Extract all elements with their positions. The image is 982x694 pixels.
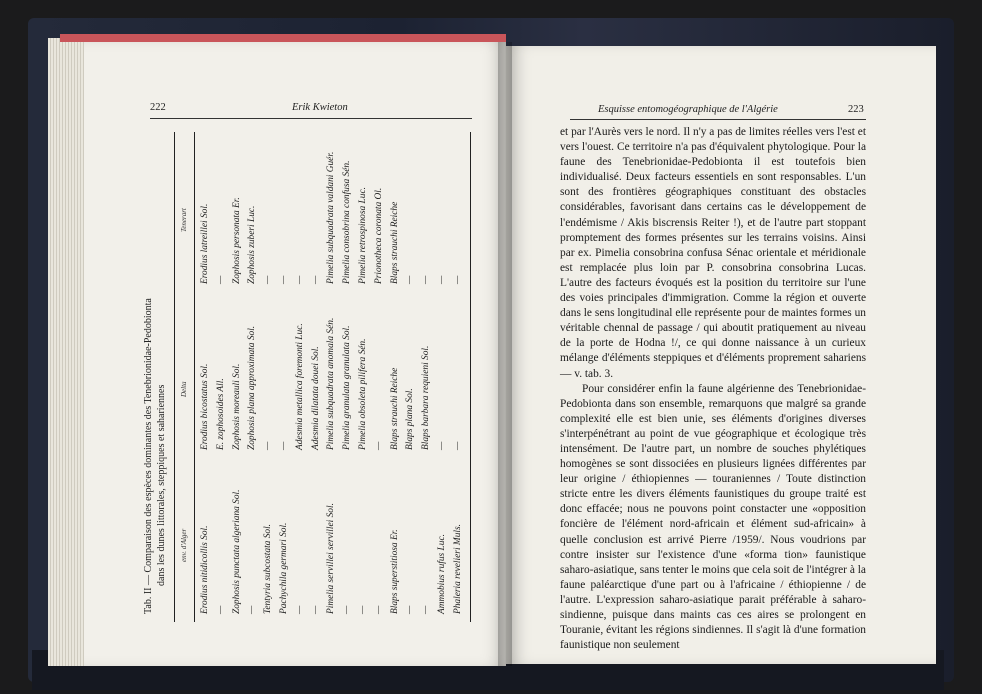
right-running-head: Esquisse entomogéographique de l'Algérie bbox=[598, 104, 778, 115]
table-cell: Adesmia dilatata douei Sol. bbox=[310, 346, 321, 450]
right-page-body bbox=[560, 125, 866, 653]
table-rule-mid bbox=[194, 132, 195, 622]
table-cell: — bbox=[452, 275, 463, 284]
table-cell: — bbox=[279, 275, 289, 284]
table-cell: Pimelia consobrina confusa Sén. bbox=[342, 160, 353, 284]
table-cell: — bbox=[405, 605, 416, 614]
page-edges bbox=[48, 38, 88, 666]
paragraph-1: et par l'Aurès vers le nord. Il n'y a pas de limites réelles vers l'est et vers l'ouest. Ce territoire n'a pas d'équivalent phytologique. Pour la faune des Tenebrionidae-Pedobionta il est toutefois bien individualisé. Deux facteurs essentiels en sont responsables. L'un sont des frontières géographiques constituant des obstacles considérables, favorisant dans certains cas le développement de l'endémisme / Akis biscrensis Reiter !), et de l'autre part stoppant promptement des formes présentes sur les terrains voisins. Ainsi par ex. Pimelia consobrina confusa Sénac orientale et méridionale est remplacée plus loin par P. consobrina consobrina Lucas. L'autre des facteurs évoqués est la position du territoire sur l'une des voies principales d'immigration. Comme la région et ouverte dans le sens longitudinal elle représente pour de maintes formes un véritable chennal de passage / qui aboutit pratiquement au niveau de la porte de Hodna !/, ce qui donne naissance à un curieux mélange d'éléments steppiques et d'éléments proprement sahariens — v. tab. 3. bbox=[560, 126, 867, 380]
table-cell: — bbox=[421, 275, 432, 284]
table-cell: Zophosis zuberi Luc. bbox=[247, 205, 258, 284]
table-cell: Erodius latreillei Sol. bbox=[200, 203, 210, 284]
table-cell: Pimelia subquadrata anomala Sén. bbox=[326, 317, 337, 450]
table-cell: — bbox=[310, 605, 321, 614]
table-cell: Pimelia retrospinosa Luc. bbox=[358, 187, 368, 284]
page-edge-top bbox=[60, 34, 506, 42]
column-head-delta: Delta bbox=[180, 381, 188, 397]
table-cell: — bbox=[342, 605, 353, 614]
table-cell: — bbox=[263, 275, 274, 284]
table-cell: E. zophosoides All. bbox=[215, 378, 226, 450]
table-caption bbox=[142, 134, 168, 614]
table-cell: — bbox=[310, 275, 321, 284]
table-cell: Zophosis plana approximata Sol. bbox=[247, 325, 258, 450]
table-cell: — bbox=[421, 605, 432, 614]
table-cell: Pachychila germari Sol. bbox=[279, 522, 289, 614]
table-cell: Zophosis personata Er. bbox=[231, 197, 242, 284]
table-cell: Blaps plana Sol. bbox=[405, 388, 416, 450]
left-running-head: Erik Kwieton bbox=[292, 102, 348, 113]
table-cell: — bbox=[263, 441, 274, 450]
table-cell: Prionotheca coronata Ol. bbox=[373, 187, 384, 284]
table-cell: Pimelia granulata granulata Sol. bbox=[342, 325, 353, 450]
table-rule-top bbox=[174, 132, 175, 622]
table-cell: — bbox=[373, 441, 384, 450]
table-cell: — bbox=[437, 441, 447, 450]
table-cell: — bbox=[294, 275, 305, 284]
species-table bbox=[142, 132, 472, 622]
table-cell: — bbox=[358, 605, 368, 614]
table-cell: Pimelia servillei servillei Sol. bbox=[326, 503, 337, 614]
table-cell: — bbox=[215, 605, 226, 614]
table-cell: — bbox=[215, 275, 226, 284]
table-cell: Blaps barbara requieni Sol. bbox=[421, 345, 432, 450]
table-cell: — bbox=[294, 605, 305, 614]
table-cell: — bbox=[405, 275, 416, 284]
table-cell: Zophosis punctata algeriana Sol. bbox=[231, 489, 242, 614]
table-cell: Tentyria subcostata Sol. bbox=[263, 523, 274, 614]
right-page-number: 223 bbox=[848, 104, 864, 115]
table-rule-bottom bbox=[470, 132, 471, 622]
caption-line-1: Tab. II — Comparaison des espèces dominantes des Tenebrionidae-Pedobionta bbox=[143, 298, 154, 614]
table-cell: Adesmia metallica foremonti Luc. bbox=[294, 323, 305, 450]
table-cell: Erodius bicostatus Sol. bbox=[200, 363, 210, 450]
caption-line-2: dans les dunes littorales, steppiques et sahariennes bbox=[156, 384, 167, 586]
table-cell: Blaps superstitiosa Er. bbox=[389, 529, 400, 614]
paragraph-2: Pour considérer enfin la faune algérienne des Tenebrionidae-Pedobionta dans son ensemble, remarquons que malgré sa grande complexité elle est bien unie, ses éléments d'origines diverses s'interpénétrant au point de vue géographique et écologique très intensément. De l'autre part, un nombre de souches phylétiques homogènes se sont dissociées en plusieurs lignées différentes par leur origine / éthiopiennes — touraniennes / Toute distinction stricte entre les divers éléments faunistiques du groupe traité est donc effacée; nous ne pouvons point constacter une «opposition foncière de l'élément nord-africain et élément sud-africain» à quelle conclusion est arrivé Pierre /1959/. Nous voudrions par contre insister sur l'existence d'une «forma tion» faunistique saharo-asiatique, sans tenter le moins que cela soit de l'intégrer à la faune paléarctique d'une part ou à l'africaine / éthiopienne / de l'autre. L'expression saharo-asiatique parait préférable à saharo-sindienne, puisque dans maints cas ces aires se prolongent en Touranie, évitant les régions sindiennes. Il s'agit là d'une formation faunistique non seulement bbox=[560, 382, 866, 652]
left-page-number: 222 bbox=[150, 102, 166, 113]
table-cell: Blaps strauchi Reiche bbox=[389, 201, 400, 284]
table-cell: Phaleria revelieri Muls. bbox=[452, 524, 463, 614]
species-table-rotated bbox=[142, 132, 472, 622]
table-cell: — bbox=[373, 605, 384, 614]
book-gutter bbox=[498, 42, 512, 666]
table-cell: — bbox=[247, 605, 258, 614]
right-header-rule bbox=[570, 119, 866, 120]
table-cell: Pimelia subquadrata valdani Guér. bbox=[326, 151, 337, 284]
table-cell: Zophosis moreauli Sol. bbox=[231, 363, 242, 450]
left-header-rule bbox=[150, 118, 472, 119]
table-cell: Blaps strauchi Reiche bbox=[389, 367, 400, 450]
column-head-alger: env. d'Alger bbox=[180, 528, 188, 562]
column-head-tenerart: Tenerart bbox=[180, 208, 188, 232]
table-cell: Pimelia obsoleta pilifera Sén. bbox=[358, 338, 368, 450]
table-cell: — bbox=[452, 441, 463, 450]
table-cell: Erodius nitidicollis Sol. bbox=[200, 525, 210, 614]
table-cell: Ammobius rufus Luc. bbox=[437, 534, 447, 614]
table-cell: — bbox=[279, 441, 289, 450]
table-cell: — bbox=[437, 275, 447, 284]
